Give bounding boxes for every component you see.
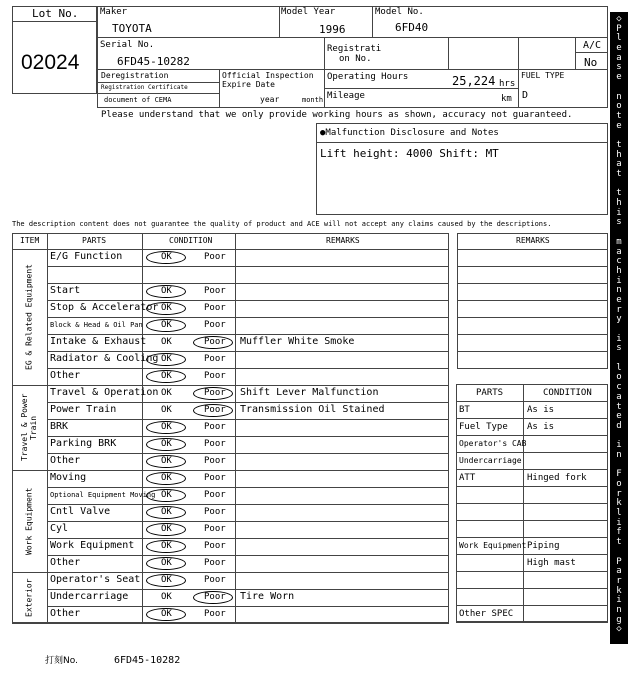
- spec-row-part: BT: [459, 405, 470, 415]
- ok-option[interactable]: OK: [161, 320, 172, 330]
- band-char: t: [616, 111, 622, 121]
- group-label-text: Work Equipment: [24, 487, 34, 555]
- condition-header: CONDITION: [169, 236, 213, 245]
- ok-selected-circle: [146, 523, 186, 536]
- hrs-unit: hrs: [499, 79, 516, 89]
- band-char: m: [616, 237, 622, 247]
- band-char: n: [616, 285, 622, 295]
- ok-option[interactable]: OK: [161, 439, 172, 449]
- poor-selected-circle: [193, 404, 233, 417]
- spec-condition-header: CONDITION: [543, 388, 592, 398]
- model-year-value: 1996: [319, 23, 346, 36]
- band-char: r: [616, 489, 622, 499]
- band-char: i: [616, 595, 622, 605]
- table-row-part: Other: [50, 557, 81, 568]
- ok-selected-circle: [146, 540, 186, 553]
- poor-option[interactable]: Poor: [204, 558, 226, 568]
- ok-selected-circle: [146, 455, 186, 468]
- table-row-part: Parking BRK: [50, 438, 117, 449]
- ok-selected-circle: [146, 489, 186, 502]
- band-char: i: [616, 334, 622, 344]
- poor-option[interactable]: Poor: [204, 320, 226, 330]
- band-char: e: [616, 411, 622, 421]
- table-row-part: E/G Function: [50, 251, 123, 262]
- model-year-label: Model Year: [281, 7, 336, 17]
- table-row-part: Undercarriage: [50, 591, 129, 602]
- ok-option[interactable]: OK: [161, 575, 172, 585]
- ok-option[interactable]: OK: [161, 252, 172, 262]
- remarks-header: REMARKS: [326, 236, 360, 245]
- location-notice-band: [610, 12, 628, 644]
- group-label: [14, 249, 46, 385]
- spec-row-condition: Hinged fork: [527, 473, 587, 483]
- maker-label: Maker: [100, 7, 128, 17]
- stamp-no-label: 打刻No.: [45, 656, 78, 666]
- band-char: a: [616, 53, 622, 63]
- table-row-remark: Muffler White Smoke: [240, 336, 355, 347]
- cema-document-label: document of CEMA: [104, 96, 172, 104]
- band-char: i: [616, 518, 622, 528]
- band-char: a: [616, 159, 622, 169]
- poor-option[interactable]: Poor: [204, 422, 226, 432]
- band-char: o: [616, 372, 622, 382]
- operating-hours-value: 25,224: [452, 74, 496, 88]
- table-row-part: Cntl Valve: [50, 506, 111, 517]
- ok-selected-circle: [146, 557, 186, 570]
- band-char: e: [616, 121, 622, 131]
- spec-row-condition: As is: [527, 405, 555, 415]
- spec-row-condition: As is: [527, 422, 555, 432]
- band-char: s: [616, 343, 622, 353]
- inspection-label-2: Expire Date: [222, 80, 275, 89]
- mileage-label: Mileage: [327, 91, 365, 101]
- table-row-part: Start: [50, 285, 81, 296]
- registration-label: Registrati: [327, 44, 382, 54]
- band-char: e: [616, 43, 622, 53]
- poor-option[interactable]: Poor: [204, 609, 226, 619]
- band-char: r: [616, 576, 622, 586]
- band-char: i: [616, 440, 622, 450]
- band-char: ◇: [616, 14, 622, 24]
- poor-option[interactable]: Poor: [204, 354, 226, 364]
- band-char: e: [616, 72, 622, 82]
- band-char: n: [616, 450, 622, 460]
- ok-selected-circle: [146, 608, 186, 621]
- serial-value: 6FD45-10282: [117, 55, 190, 68]
- spec-row-condition: High mast: [527, 558, 576, 568]
- band-char: t: [616, 402, 622, 412]
- spec-row-part: ATT: [459, 473, 476, 483]
- registration-label-2: on No.: [339, 54, 372, 64]
- band-char: h: [616, 266, 622, 276]
- ok-selected-circle: [146, 251, 186, 264]
- band-char: e: [616, 295, 622, 305]
- band-char: o: [616, 479, 622, 489]
- item-header: ITEM: [20, 236, 40, 245]
- ok-selected-circle: [146, 302, 186, 315]
- band-char: t: [616, 188, 622, 198]
- ok-option[interactable]: OK: [161, 337, 172, 347]
- poor-selected-circle: [193, 336, 233, 349]
- poor-option[interactable]: Poor: [204, 456, 226, 466]
- malfunction-title: ●Malfunction Disclosure and Notes: [320, 128, 499, 138]
- table-row-part: BRK: [50, 421, 69, 432]
- band-char: g: [616, 615, 622, 625]
- table-row-part: Stop & Accelerator: [50, 302, 159, 313]
- ok-option[interactable]: OK: [161, 558, 172, 568]
- ok-selected-circle: [146, 472, 186, 485]
- ok-option[interactable]: OK: [161, 524, 172, 534]
- ok-selected-circle: [146, 285, 186, 298]
- band-char: t: [616, 140, 622, 150]
- band-char: t: [616, 537, 622, 547]
- band-char: c: [616, 382, 622, 392]
- band-char: o: [616, 101, 622, 111]
- band-char: d: [616, 421, 622, 431]
- disclaimer: The description content does not guarantee the quality of product and ACE will not accept any claims caused by the descriptions.: [12, 220, 552, 228]
- parts-header: PARTS: [82, 236, 107, 245]
- lot-number: 02024: [21, 51, 80, 74]
- poor-option[interactable]: Poor: [204, 371, 226, 381]
- registration-certificate-label: Registration Certificate: [101, 84, 188, 91]
- band-char: k: [616, 586, 622, 596]
- spec-row-part: Fuel Type: [459, 422, 508, 432]
- group-label-text: Travel & Power Train: [20, 393, 38, 462]
- ok-option[interactable]: OK: [161, 422, 172, 432]
- month-label: month: [302, 96, 324, 104]
- ok-selected-circle: [146, 370, 186, 383]
- ok-option[interactable]: OK: [161, 405, 172, 415]
- poor-option[interactable]: Poor: [204, 286, 226, 296]
- group-label-text: EG & Related Equipment: [24, 264, 34, 370]
- serial-label: Serial No.: [100, 40, 155, 50]
- table-row-part: Other: [50, 370, 81, 381]
- table-row-part: Other: [50, 455, 81, 466]
- band-char: h: [616, 150, 622, 160]
- band-char: n: [616, 92, 622, 102]
- km-unit: km: [501, 94, 512, 104]
- malfunction-notes: Lift height: 4000 Shift: MT: [320, 147, 499, 160]
- year-label: year: [260, 95, 280, 104]
- band-char: k: [616, 498, 622, 508]
- poor-option[interactable]: Poor: [204, 405, 226, 415]
- poor-option[interactable]: Poor: [204, 524, 226, 534]
- ok-selected-circle: [146, 421, 186, 434]
- group-label-text: Exterior: [24, 578, 34, 617]
- band-char: l: [616, 508, 622, 518]
- band-char: n: [616, 605, 622, 615]
- band-char: a: [616, 566, 622, 576]
- table-row-part: Other: [50, 608, 81, 619]
- working-hours-notice: Please understand that we only provide working hours as shown, accuracy not guaranteed.: [101, 110, 573, 120]
- fuel-type-label: FUEL TYPE: [521, 71, 565, 80]
- poor-option[interactable]: Poor: [204, 337, 226, 347]
- band-char: F: [616, 469, 622, 479]
- table-row-part: Work Equipment: [50, 540, 135, 551]
- inspection-label: Official Inspection: [222, 71, 314, 80]
- ac-value: No: [584, 56, 598, 69]
- table-row-part: Travel & Operation: [50, 387, 159, 398]
- ok-option[interactable]: OK: [161, 473, 172, 483]
- poor-selected-circle: [193, 591, 233, 604]
- maker-value: TOYOTA: [112, 22, 152, 35]
- ok-selected-circle: [146, 438, 186, 451]
- ok-option[interactable]: OK: [161, 303, 172, 313]
- ac-label: A/C: [583, 40, 602, 51]
- table-row-part: Power Train: [50, 404, 117, 415]
- table-row-part: Moving: [50, 472, 87, 483]
- poor-option[interactable]: Poor: [204, 303, 226, 313]
- poor-option[interactable]: Poor: [204, 490, 226, 500]
- band-char: i: [616, 276, 622, 286]
- table-row-part: Intake & Exhaust: [50, 336, 147, 347]
- band-char: c: [616, 256, 622, 266]
- deregistration-label: Deregistration: [101, 71, 169, 80]
- ok-selected-circle: [146, 506, 186, 519]
- model-no-label: Model No.: [375, 7, 424, 17]
- table-row-remark: Transmission Oil Stained: [240, 404, 385, 415]
- ok-option[interactable]: OK: [161, 286, 172, 296]
- ok-option[interactable]: OK: [161, 490, 172, 500]
- ok-option[interactable]: OK: [161, 541, 172, 551]
- poor-option[interactable]: Poor: [204, 507, 226, 517]
- band-char: i: [616, 208, 622, 218]
- lot-label: Lot No.: [32, 7, 79, 20]
- stamp-no-value: 6FD45-10282: [114, 655, 181, 666]
- fuel-type-value: D: [522, 90, 529, 101]
- poor-option[interactable]: Poor: [204, 473, 226, 483]
- band-char: y: [616, 314, 622, 324]
- poor-option[interactable]: Poor: [204, 541, 226, 551]
- table-row-part: Block & Head & Oil Pan: [50, 321, 143, 329]
- table-row-part: Cyl: [50, 523, 69, 534]
- poor-option[interactable]: Poor: [204, 592, 226, 602]
- spec-parts-header: PARTS: [476, 388, 504, 398]
- poor-option[interactable]: Poor: [204, 388, 226, 398]
- operating-hours-label: Operating Hours: [327, 72, 409, 82]
- band-char: P: [616, 24, 622, 34]
- poor-selected-circle: [193, 387, 233, 400]
- group-label: [14, 385, 46, 470]
- table-row-remark: Shift Lever Malfunction: [240, 387, 379, 398]
- poor-option[interactable]: Poor: [204, 575, 226, 585]
- ok-option[interactable]: OK: [161, 388, 172, 398]
- band-char: t: [616, 169, 622, 179]
- ok-option[interactable]: OK: [161, 609, 172, 619]
- ok-option[interactable]: OK: [161, 507, 172, 517]
- spec-row-part: Other SPEC: [459, 609, 514, 619]
- ok-option[interactable]: OK: [161, 592, 172, 602]
- band-char: ◇: [616, 624, 622, 634]
- table-row-remark: Tire Worn: [240, 591, 295, 602]
- band-char: f: [616, 527, 622, 537]
- ok-option[interactable]: OK: [161, 456, 172, 466]
- ok-option[interactable]: OK: [161, 371, 172, 381]
- ok-selected-circle: [146, 353, 186, 366]
- ok-selected-circle: [146, 574, 186, 587]
- band-char: l: [616, 33, 622, 43]
- band-char: a: [616, 247, 622, 257]
- spec-row-part: Operator's CAB: [459, 439, 527, 448]
- band-char: h: [616, 198, 622, 208]
- band-char: l: [616, 363, 622, 373]
- spec-row-condition: Piping: [527, 541, 560, 551]
- ok-selected-circle: [146, 319, 186, 332]
- group-label: [14, 572, 46, 623]
- band-char: a: [616, 392, 622, 402]
- poor-option[interactable]: Poor: [204, 252, 226, 262]
- band-char: s: [616, 62, 622, 72]
- table-row-part: Operator's Seat: [50, 574, 141, 585]
- poor-option[interactable]: Poor: [204, 439, 226, 449]
- extra-remarks-header: REMARKS: [516, 236, 550, 245]
- group-label: [14, 470, 46, 572]
- table-row-part: Optional Equipment Moving: [50, 491, 156, 499]
- model-no-value: 6FD40: [395, 21, 429, 34]
- band-char: r: [616, 305, 622, 315]
- table-row-part: Radiator & Cooling: [50, 353, 159, 364]
- band-char: P: [616, 557, 622, 567]
- band-char: s: [616, 217, 622, 227]
- spec-row-part: Work Equipment: [459, 541, 527, 550]
- ok-option[interactable]: OK: [161, 354, 172, 364]
- spec-row-part: Undercarriage: [459, 456, 522, 465]
